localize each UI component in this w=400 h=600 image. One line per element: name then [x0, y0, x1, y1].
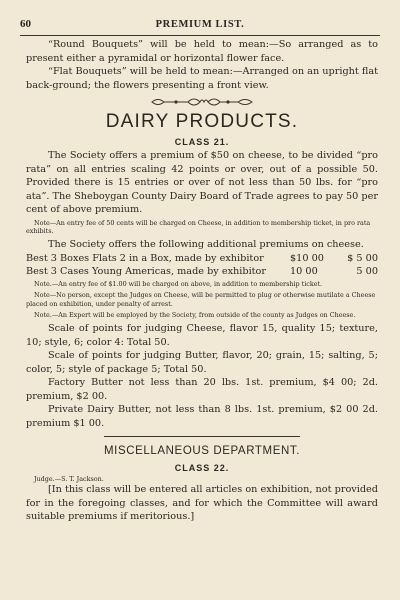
flat-bouquets-paragraph: “Flat Bouquets” will be held to mean:—Arranged on an upright flat back-ground; the flowers presenting a front view. — [26, 66, 378, 91]
running-title: PREMIUM LIST. — [155, 19, 245, 30]
floral-ornament-icon — [26, 96, 378, 108]
first-premium: 10 00 — [290, 265, 318, 277]
class-22-heading: CLASS 22. — [174, 463, 230, 474]
private-butter-paragraph: Private Dairy Butter, not less than 8 lbs. 1st. premium, $2 00 2d. premium $1 00. — [26, 404, 378, 429]
judges-note: Note—No person, except the Judges on Cheese, will be permitted to plug or otherwise mutilate a Cheese placed on exhibition, under penalty of arrest. — [26, 291, 376, 308]
cheese-premium-paragraph: The Society offers a premium of $50 on cheese, to be divided “pro rata” on all entries scaling 42 points or over, out of a possible 50. Provided there is 15 entries or over of not less than 50 lbs. for “pro ata”. The Sheboygan County Dairy Board of Trade agrees to pay 50 per cent of above premium. — [26, 150, 378, 215]
page-number: 60 — [20, 18, 31, 30]
premium-row-label: Best 3 Boxes Flats 2 in a Box, made by exhibitor — [26, 252, 264, 264]
judge-line: Judge.—S. T. Jackson. — [34, 475, 104, 484]
cheese-scale-paragraph: Scale of points for judging Cheese, flavor 15, quality 15; texture, 10; style, 6; color 4: Total 50. — [26, 323, 378, 348]
factory-butter-paragraph: Factory Butter not less than 20 lbs. 1st. premium, $4 00; 2d. premium, $2 00. — [26, 377, 378, 402]
butter-scale-paragraph: Scale of points for judging Butter, flavor, 20; grain, 15; salting, 5; color, 5; style of package 5; Total 50. — [26, 350, 378, 375]
premium-row — [26, 265, 378, 278]
additional-premiums-paragraph: The Society offers the following additional premiums on cheese. — [48, 239, 364, 251]
section-divider — [104, 436, 300, 437]
round-bouquets-paragraph: “Round Bouquets” will be held to mean:—So arranged as to present either a pyramidal or horizontal flower face. — [26, 39, 378, 64]
premium-row — [26, 252, 378, 265]
miscellaneous-paragraph: [In this class will be entered all articles on exhibition, not provided for in the foregoing classes, and for which the Committee will award suitable premiums if meritorious.] — [26, 484, 378, 523]
second-premium: 5 00 — [356, 265, 378, 277]
entry-fee-note: Note—An entry fee of 50 cents will be charged on Cheese, in addition to membership ticket, in pro rata exhibits. — [26, 218, 371, 235]
header-rule — [20, 35, 380, 36]
dairy-products-heading: DAIRY PRODUCTS. — [105, 111, 299, 132]
entry-fee-note-2: Note.—An entry fee of $1.00 will be charged on above, in addition to membership ticket. — [34, 279, 323, 288]
miscellaneous-heading: MISCELLANEOUS DEPARTMENT. — [103, 445, 301, 458]
class-21-heading: CLASS 21. — [174, 137, 230, 147]
premium-row-label: Best 3 Cases Young Americas, made by exhibitor — [26, 265, 267, 277]
page-header — [20, 18, 380, 30]
expert-note: Note.—An Expert will be employed by the Society, from outside of the county as Judges on Cheese. — [34, 311, 356, 320]
first-premium: $10 00 — [290, 252, 324, 264]
second-premium: $ 5 00 — [347, 252, 378, 264]
page-content — [26, 38, 378, 524]
